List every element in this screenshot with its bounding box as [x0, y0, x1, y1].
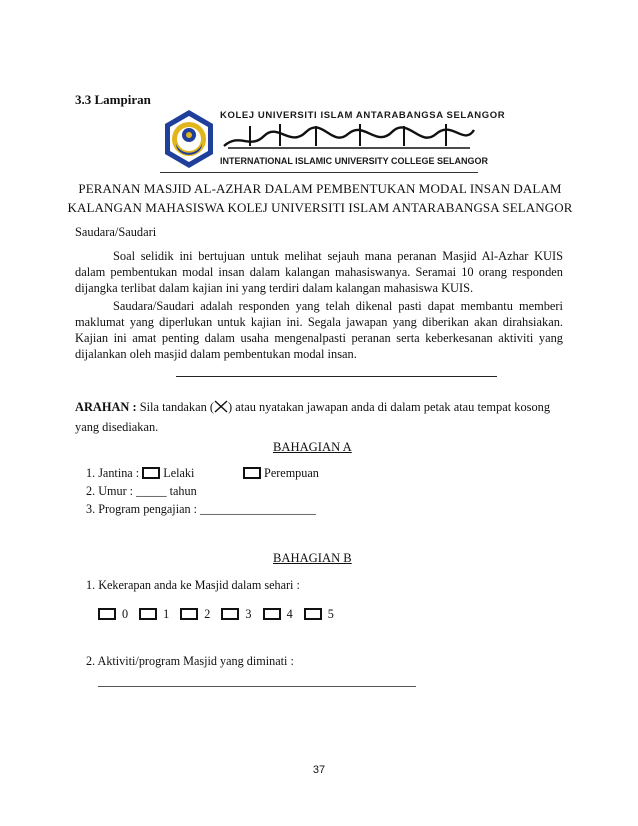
logo-bottom-text: INTERNATIONAL ISLAMIC UNIVERSITY COLLEGE SELANGOR: [220, 156, 489, 166]
scale-label: 0: [122, 607, 129, 621]
checkbox-freq-1[interactable]: [139, 608, 157, 620]
checkbox-freq-5[interactable]: [304, 608, 322, 620]
scale-label: 5: [327, 607, 334, 621]
question-gender: [86, 466, 194, 481]
question-number: 3.: [86, 502, 96, 516]
document-title-line1: PERANAN MASJID AL-AZHAR DALAM PEMBENTUKAN MODAL INSAN DALAM: [78, 181, 562, 196]
option-female: [243, 466, 319, 481]
scale-label: 4: [286, 607, 293, 621]
divider-line: [176, 376, 497, 377]
logo-emblem-icon: [160, 108, 218, 170]
cross-mark-icon: [214, 400, 228, 413]
activity-answer-line[interactable]: [98, 686, 416, 687]
checkbox-female[interactable]: [243, 467, 261, 479]
salutation: Saudara/Saudari: [75, 225, 157, 239]
document-title-line2: KALANGAN MAHASISWA KOLEJ UNIVERSITI ISLAM ANTARABANGSA SELANGOR: [67, 200, 573, 215]
logo-arabic-calligraphy: [220, 122, 478, 152]
college-logo: [160, 108, 506, 174]
frequency-scale: [98, 607, 342, 622]
scale-label: 1: [163, 607, 170, 621]
option-label-male: Lelaki: [163, 466, 195, 480]
question-age: [86, 484, 197, 499]
question-label: Jantina :: [98, 466, 140, 480]
instruction-block: [75, 397, 565, 437]
program-field[interactable]: Program pengajian : ___________________: [98, 502, 316, 516]
question-activity: 2. Aktiviti/program Masjid yang diminati :: [86, 654, 294, 668]
scale-label: 2: [204, 607, 211, 621]
logo-top-text: KOLEJ UNIVERSITI ISLAM ANTARABANGSA SELANGOR: [220, 110, 506, 121]
instruction-text-after: ) atau nyatakan jawapan anda di dalam petak atau tempat kosong yang disediakan.: [75, 400, 551, 434]
section-b-title: BAHAGIAN B: [273, 551, 352, 565]
question-number: 1.: [86, 466, 96, 480]
section-a-title: BAHAGIAN A: [273, 440, 352, 454]
instruction-text-before: Sila tandakan (: [136, 400, 215, 414]
checkbox-freq-0[interactable]: [98, 608, 116, 620]
question-number: 2.: [86, 484, 96, 498]
question-program: [86, 502, 316, 517]
checkbox-freq-4[interactable]: [263, 608, 281, 620]
paragraph-text: Soal selidik ini bertujuan untuk melihat sejauh mana peranan Masjid Al-Azhar KUIS dalam pembentukan modal insan dalam kalangan mahasiswanya. Seramai 10 orang responden dijangka terlibat dalam kajian ini yang terdiri dalam kalangan mahasiswa KUIS.: [75, 249, 563, 295]
scale-label: 3: [245, 607, 252, 621]
option-label-female: Perempuan: [264, 466, 319, 480]
instruction-label: ARAHAN :: [75, 400, 137, 414]
logo-divider: [160, 172, 478, 173]
page-number: 37: [312, 764, 326, 776]
paragraph-text: Saudara/Saudari adalah responden yang telah dikenal pasti dapat membantu memberi maklumat yang diperlukan untuk kajian ini. Segala jawapan yang diberikan akan dirahsiakan. Kajian ini amat penting dalam usaha mengenalpasti peranan serta keberkesanan aktiviti yang dijalankan oleh masjid dalam pembentukan modal insan.: [75, 299, 563, 361]
checkbox-freq-3[interactable]: [221, 608, 239, 620]
intro-paragraph-2: [75, 298, 563, 362]
section-heading: 3.3 Lampiran: [75, 92, 151, 107]
intro-paragraph-1: [75, 248, 563, 296]
checkbox-freq-2[interactable]: [180, 608, 198, 620]
checkbox-male[interactable]: [142, 467, 160, 479]
question-frequency: 1. Kekerapan anda ke Masjid dalam sehari :: [86, 578, 300, 592]
age-field[interactable]: Umur : _____ tahun: [98, 484, 197, 498]
